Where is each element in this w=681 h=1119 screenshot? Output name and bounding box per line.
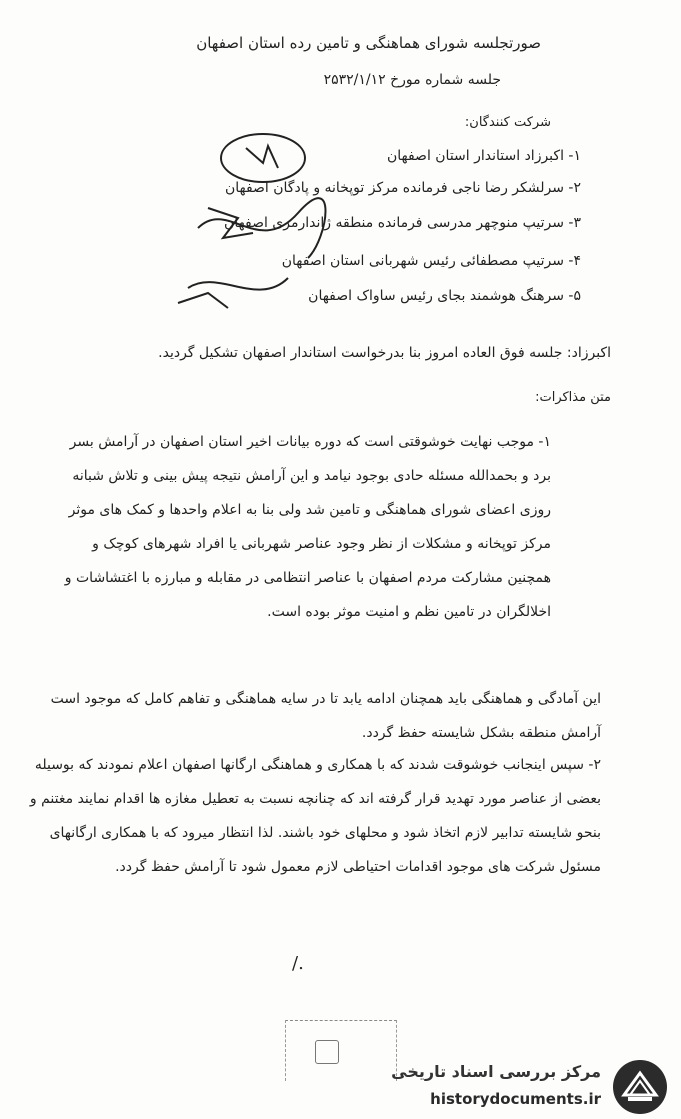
member-5: ۵- سرهنگ هوشمند بجای رئیس ساواک اصفهان bbox=[308, 288, 581, 304]
member-3: ۳- سرتیپ منوچهر مدرسی فرمانده منطقه ژاندارمری اصفهان bbox=[224, 215, 581, 231]
paragraph-1: ۱- موجب نهایت خوشوقتی است که دوره بیانات اخیر استان اصفهان در آرامش بسر برد و بحمدالله مسئله حادی بوجود نیامد و این آرامش نتیجه پیش بینی و تلاش شبانه روزی اعضای شورای هماهنگی و تامین شد ولی بنا به اعلام واحدها و کمک های موثر مرکز توپخانه و مشکلات از نظر وجود عناصر شهربانی یا افراد شهرهای کوچک و همچنین مشارکت مردم اصفهان با عناصر انتظامی در مقابله و مبارزه با اغتشاشات و اخلالگران در تامین نظم و امنیت موثر بوده است. bbox=[64, 434, 551, 620]
watermark-title: مرکز بررسی اسناد تاریخی bbox=[391, 1062, 601, 1081]
handwritten-signatures bbox=[168, 118, 348, 318]
paragraph-3: ۲- سپس اینجانب خوشوقت شدند که با همکاری و هماهنگی ارگانها اصفهان اعلام نمودند که بوسیله بعضی از عناصر مورد تهدید قرار گرفته اند که چنانچه نسبت به تعطیل مغازه ها اقدام نمایند مغتنم و بنحو شایسته تدابیر لازم اتخاذ شود و محلهای خود باشند. لذا انتظار میرود که با همکاری ارگانهای مسئول شرکت های موجود اقدامات احتیاطی لازم معمول شود تا آرامش حفظ گردد. bbox=[29, 757, 601, 875]
document-header: صورتجلسه شورای هماهنگی و تامین رده استان اصفهان bbox=[196, 34, 541, 52]
discussion-label: متن مذاکرات: bbox=[535, 390, 611, 405]
opening-statement: اکبرزاد: جلسه فوق العاده امروز بنا بدرخواست استاندار اصفهان تشکیل گردید. bbox=[158, 345, 611, 361]
member-4: ۴- سرتیپ مصطفائی رئیس شهربانی استان اصفهان bbox=[281, 253, 581, 269]
page-mark: /. bbox=[292, 953, 304, 974]
archive-stamp-mark bbox=[315, 1040, 339, 1064]
participants-label: شرکت کنندگان: bbox=[464, 115, 551, 130]
member-2: ۲- سرلشکر رضا ناجی فرمانده مرکز توپخانه و پادگان اصفهان bbox=[224, 180, 581, 196]
archive-logo-icon bbox=[610, 1057, 670, 1117]
watermark-url[interactable]: historydocuments.ir bbox=[430, 1090, 601, 1108]
member-1: ۱- اکبرزاد استاندار استان اصفهان bbox=[386, 148, 581, 164]
paragraph-2: این آمادگی و هماهنگی باید همچنان ادامه یابد تا در سایه هماهنگی و تفاهم کامل که موجود است آرامش منطقه بشکل شایسته حفظ گردد. bbox=[50, 691, 601, 741]
session-line: جلسه شماره مورخ ۲۵۳۲/۱/۱۲ bbox=[323, 72, 501, 88]
archive-stamp-frame bbox=[285, 1020, 397, 1081]
